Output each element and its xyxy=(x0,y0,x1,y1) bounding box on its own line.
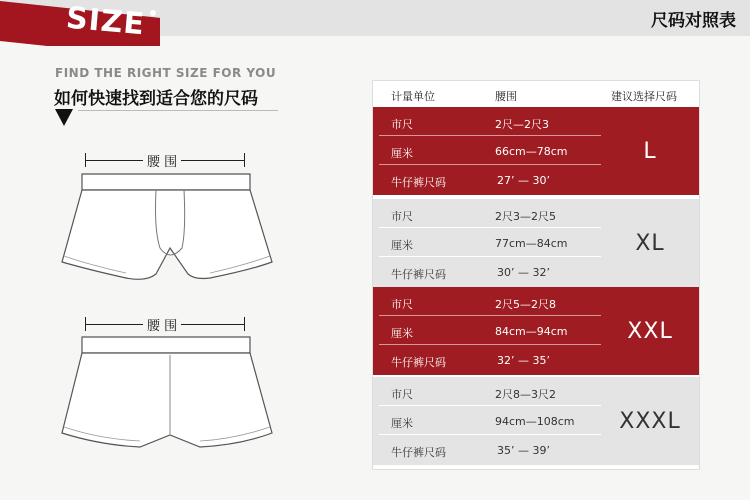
chart-title: 尺码对照表 xyxy=(651,11,736,31)
ribbon-dot xyxy=(150,10,156,16)
unit-cell: 厘米 xyxy=(391,417,413,430)
header-waist: 腰围 xyxy=(495,90,517,103)
table-row xyxy=(373,377,601,406)
unit-cell: 厘米 xyxy=(391,239,413,252)
front-briefs-illustration xyxy=(60,170,280,305)
back-briefs-illustration xyxy=(60,333,280,468)
unit-cell: 牛仔裤尺码 xyxy=(391,176,446,189)
size-code-xl: XL xyxy=(635,230,665,256)
front-waist-measure xyxy=(85,153,245,170)
unit-cell: 厘米 xyxy=(391,147,413,160)
unit-cell: 牛仔裤尺码 xyxy=(391,268,446,281)
table-row xyxy=(373,228,601,257)
table-row xyxy=(373,316,601,345)
unit-cell: 牛仔裤尺码 xyxy=(391,446,446,459)
back-waist-measure xyxy=(85,317,245,334)
table-row xyxy=(373,345,601,374)
back-waist-label: 腰 围 xyxy=(143,315,181,334)
front-waist-label: 腰 围 xyxy=(143,151,181,170)
unit-cell: 牛仔裤尺码 xyxy=(391,356,446,369)
unit-cell: 市尺 xyxy=(391,118,413,131)
size-code-xxxl: XXXL xyxy=(619,408,681,434)
table-row xyxy=(373,287,601,316)
waist-cell: 66cm—78cm xyxy=(495,145,568,158)
table-row xyxy=(373,435,601,464)
size-group-xxxl xyxy=(373,377,699,465)
measure-tick xyxy=(244,317,245,331)
table-row xyxy=(373,406,601,435)
size-group-l xyxy=(373,107,699,195)
size-group-xxl xyxy=(373,287,699,375)
waist-cell: 2尺5—2尺8 xyxy=(495,298,556,311)
waist-cell: 2尺—2尺3 xyxy=(495,118,549,131)
unit-cell: 市尺 xyxy=(391,210,413,223)
waist-cell: 94cm—108cm xyxy=(495,415,575,428)
down-arrow-icon xyxy=(55,109,73,126)
intro-english: FIND THE RIGHT SIZE FOR YOU xyxy=(55,66,277,80)
table-row xyxy=(373,199,601,228)
intro-underline xyxy=(78,110,278,111)
waist-cell: 84cm—94cm xyxy=(495,325,568,338)
table-row xyxy=(373,136,601,165)
waist-cell: 27’ — 30’ xyxy=(497,174,550,187)
waist-cell: 32’ — 35’ xyxy=(497,354,550,367)
waist-cell: 77cm—84cm xyxy=(495,237,568,250)
header-unit: 计量单位 xyxy=(391,90,435,103)
table-row xyxy=(373,257,601,286)
table-header xyxy=(373,81,699,107)
waist-cell: 35’ — 39’ xyxy=(497,444,550,457)
size-code-l: L xyxy=(643,138,657,164)
measure-tick xyxy=(244,153,245,167)
waist-cell: 2尺8—3尺2 xyxy=(495,388,556,401)
size-group-xl xyxy=(373,199,699,287)
waist-cell: 30’ — 32’ xyxy=(497,266,550,279)
header-size: 建议选择尺码 xyxy=(611,90,677,103)
intro-chinese: 如何快速找到适合您的尺码 xyxy=(54,89,258,109)
waist-cell: 2尺3—2尺5 xyxy=(495,210,556,223)
table-row xyxy=(373,165,601,194)
unit-cell: 市尺 xyxy=(391,388,413,401)
size-code-xxl: XXL xyxy=(627,318,673,344)
size-label: SIZE xyxy=(64,0,147,43)
unit-cell: 厘米 xyxy=(391,327,413,340)
size-ribbon xyxy=(0,0,160,46)
size-table xyxy=(372,80,700,470)
unit-cell: 市尺 xyxy=(391,298,413,311)
table-row xyxy=(373,107,601,136)
